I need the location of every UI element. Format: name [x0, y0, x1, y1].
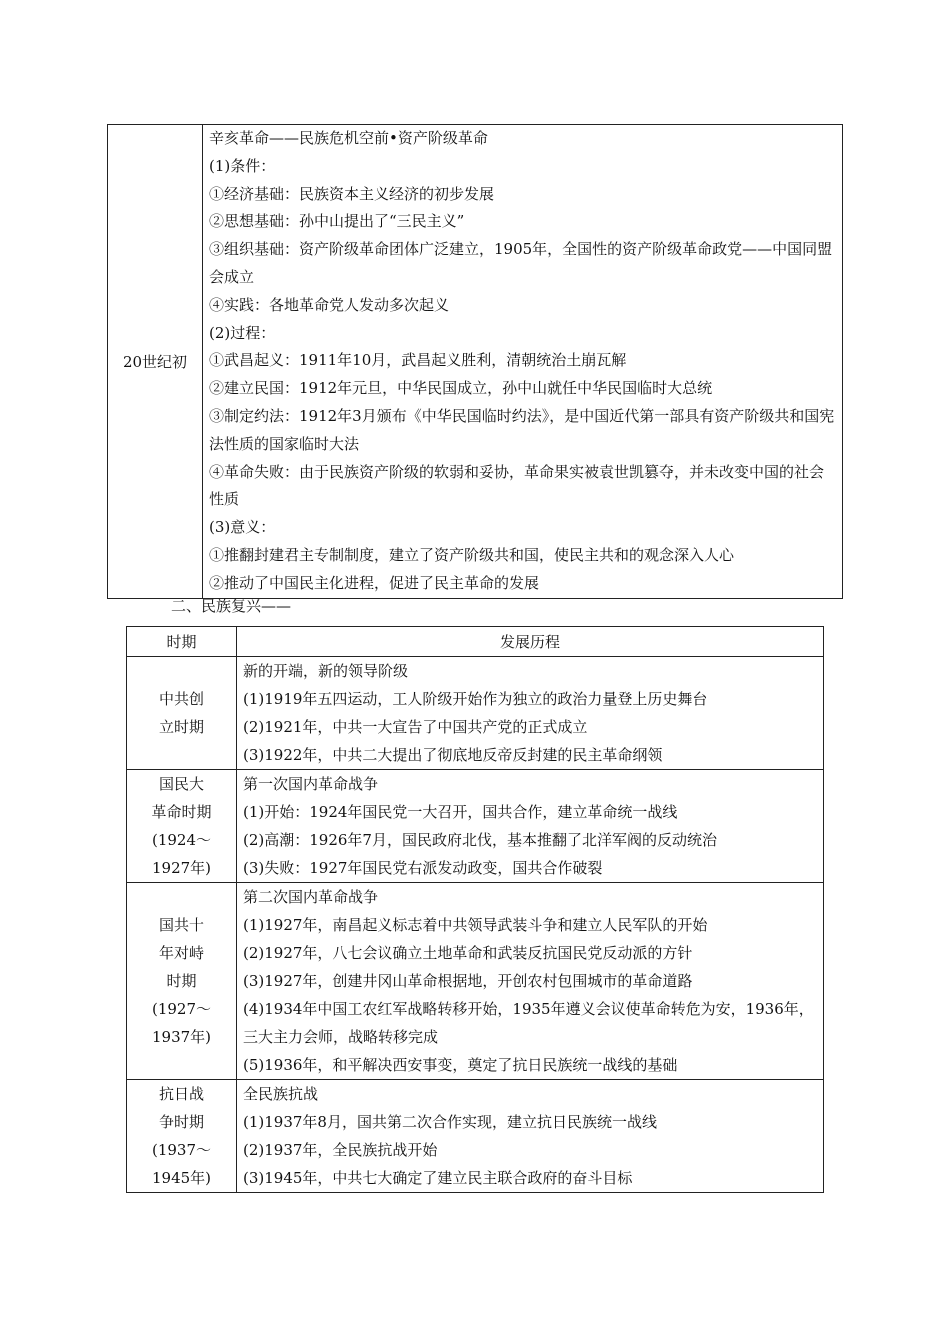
period-line: 时期 — [166, 972, 197, 990]
content-line: (3)1945年，中共七大确定了建立民主联合政府的奋斗目标 — [243, 1169, 633, 1187]
content-line: 第二次国内革命战争 — [243, 888, 379, 906]
period-line: 国共十 — [158, 916, 204, 934]
period-cell — [127, 883, 237, 1080]
content-cell — [203, 125, 843, 599]
content-line: ①武昌起义：1911年10月，武昌起义胜利，清朝统治土崩瓦解 — [209, 351, 627, 370]
content-line: ①经济基础：民族资本主义经济的初步发展 — [209, 184, 495, 203]
content-line: (1)1919年五四运动，工人阶级开始作为独立的政治力量登上历史舞台 — [243, 690, 708, 708]
table-row — [127, 657, 824, 770]
content-line: (2)1937年，全民族抗战开始 — [243, 1141, 438, 1159]
content-line: 新的开端，新的领导阶级 — [243, 662, 409, 680]
period-line: 中共创 — [158, 690, 204, 708]
period-line: (1927～ — [151, 1000, 212, 1018]
content-cell — [237, 770, 824, 883]
table-row — [127, 883, 824, 1080]
content-line: (3)1927年，创建井冈山革命根据地，开创农村包围城市的革命道路 — [243, 972, 693, 990]
content-line: (2)1921年，中共一大宣告了中国共产党的正式成立 — [243, 718, 588, 736]
content-line: (4)1934年中国工农红军战略转移开始，1935年遵义会议使革命转危为安，1936年，三大主力会师，战略转移完成 — [243, 1000, 814, 1046]
content-cell — [237, 1080, 824, 1193]
content-line: ①推翻封建君主专制制度，建立了资产阶级共和国，使民主共和的观念深入人心 — [209, 545, 735, 564]
content-line: 第一次国内革命战争 — [243, 775, 379, 793]
period-line: 革命时期 — [151, 803, 212, 821]
table-row — [127, 1080, 824, 1193]
table-row — [127, 770, 824, 883]
content-line: (2)高潮：1926年7月，国民政府北伐，基本推翻了北洋军阀的反动统治 — [243, 831, 717, 849]
revival-table — [126, 626, 824, 1193]
content-line: (1)条件： — [209, 156, 276, 175]
column-header-history: 发展历程 — [237, 627, 824, 657]
period-line: 立时期 — [158, 718, 204, 736]
content-line: 辛亥革命——民族危机空前•资产阶级革命 — [209, 129, 488, 147]
content-line: ③组织基础：资产阶级革命团体广泛建立，1905年，全国性的资产阶级革命政党——中国同盟会成立 — [209, 240, 833, 286]
content-line: (1)1927年，南昌起义标志着中共领导武装斗争和建立人民军队的开始 — [243, 916, 708, 934]
content-line: ③制定约法：1912年3月颁布《中华民国临时约法》，是中国近代第一部具有资产阶级共和国宪法性质的国家临时大法 — [209, 406, 835, 453]
content-line: (1)1937年8月，国共第二次合作实现，建立抗日民族统一战线 — [243, 1113, 657, 1131]
column-header-period: 时期 — [127, 627, 237, 657]
period-cell — [127, 770, 237, 883]
period-cell — [127, 1080, 237, 1193]
content-line: ②思想基础：孙中山提出了“三民主义” — [209, 212, 465, 231]
period-label: 20世纪初 — [122, 352, 188, 371]
content-line: (5)1936年，和平解决西安事变，奠定了抗日民族统一战线的基础 — [243, 1056, 678, 1074]
content-line: (2)1927年，八七会议确立土地革命和武装反抗国民党反动派的方针 — [243, 944, 693, 962]
period-line: (1924～ — [151, 831, 212, 849]
content-line: ④实践：各地革命党人发动多次起义 — [209, 295, 450, 314]
content-line: ④革命失败：由于民族资产阶级的软弱和妥协，革命果实被袁世凯篡夺，并未改变中国的社会性质 — [209, 462, 825, 509]
content-cell — [237, 883, 824, 1080]
period-line: 争时期 — [158, 1113, 204, 1131]
content-line: 全民族抗战 — [243, 1085, 319, 1103]
table-row — [108, 125, 843, 599]
content-cell — [237, 657, 824, 770]
revolution-table — [107, 124, 843, 599]
table-header-row — [127, 627, 824, 657]
period-line: 1937年) — [151, 1028, 212, 1046]
content-line: (1)开始：1924年国民党一大召开，国共合作，建立革命统一战线 — [243, 803, 678, 821]
period-line: (1937～ — [151, 1141, 212, 1159]
period-cell — [108, 125, 203, 599]
period-cell — [127, 657, 237, 770]
content-line: (2)过程： — [209, 323, 276, 342]
content-line: (3)1922年，中共二大提出了彻底地反帝反封建的民主革命纲领 — [243, 746, 663, 764]
period-line: 抗日战 — [158, 1085, 204, 1103]
section-title: 二、民族复兴—— — [171, 597, 292, 615]
content-line: ②推动了中国民主化进程，促进了民主革命的发展 — [209, 573, 540, 592]
content-line: (3)失败：1927年国民党右派发动政变，国共合作破裂 — [243, 859, 603, 877]
period-line: 国民大 — [158, 775, 204, 793]
period-line: 1945年) — [151, 1169, 212, 1187]
content-line: ②建立民国：1912年元旦，中华民国成立，孙中山就任中华民国临时大总统 — [209, 379, 713, 398]
period-line: 1927年) — [151, 859, 212, 877]
content-line: (3)意义： — [209, 518, 276, 537]
period-line: 年对峙 — [158, 944, 204, 962]
